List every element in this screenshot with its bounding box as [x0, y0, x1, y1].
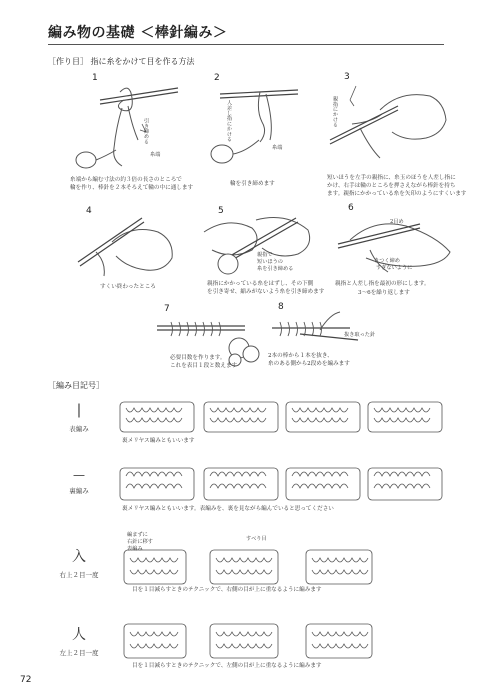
ssk-symbol-name: 右上２目一度 — [59, 571, 99, 579]
step-2-caption-1: 輪を引き締めます — [230, 181, 275, 187]
step-5-label-1: 親指で — [257, 252, 273, 258]
step-8-caption-1: 2本の棒から１本を抜き、 — [268, 353, 333, 359]
step-8-illustration — [270, 310, 360, 350]
step-4-number: 4 — [86, 206, 92, 216]
step-5-label-3: 糸を引き締める — [257, 266, 294, 272]
step-3-label-thumb: 親指にかける — [332, 96, 338, 128]
step-7-caption-1: 必要目数を作ります。 — [170, 355, 226, 361]
k2tog-symbol-glyph: 人 — [72, 627, 86, 643]
step-5-label-2: 短いほうの — [257, 259, 283, 265]
step-2-label-tail: 糸端 — [272, 145, 283, 151]
step-8-number: 8 — [278, 302, 284, 312]
step-6-number: 6 — [348, 203, 354, 213]
step-8-label-needle: 抜き取った針 — [344, 332, 376, 338]
cast-on-heading: ［作り目］ 指に糸をかけて目を作る方法 — [48, 57, 195, 66]
knit-symbol-glyph: | — [76, 402, 82, 418]
k2tog-symbol-name: 左上２目一度 — [59, 649, 99, 657]
step-1-illustration — [70, 82, 180, 172]
step-1-caption-1: 糸端から編む寸法の約３倍の長さのところで — [70, 177, 182, 183]
step-6-label-tight-1: きつく締め — [374, 258, 400, 264]
step-1-label-pull: 引き締める — [143, 118, 149, 144]
k2tog-diagram-row — [118, 612, 378, 662]
purl-symbol-glyph: — — [73, 468, 85, 482]
step-4-caption-1: すくい終わったところ — [100, 284, 156, 290]
symbols-heading: ［編み目記号］ — [48, 381, 104, 390]
k2tog-caption: 目を１目減らすときのテクニックで、左側の目が上に重なるように編みます — [132, 663, 322, 669]
step-6-caption-2: 3〜6を繰り返します — [358, 290, 410, 296]
step-5-caption-1: 親指にかかっている糸をはずし、その下側 — [207, 281, 314, 287]
step-7-caption-2: これを表目１段と数えます — [170, 363, 238, 369]
step-7-number: 7 — [164, 304, 170, 314]
step-3-caption-1: 短いほうを左手の親指に、糸玉のほうを人差し指に — [327, 175, 456, 181]
step-5-caption-2: を引き寄せ、縮みがないよう糸を引き締めます — [207, 289, 325, 295]
step-3-caption-2: かけ、右手は輪のところを押さえながら棒針を持ち — [327, 183, 456, 189]
ssk-symbol-glyph: 入 — [72, 549, 86, 565]
step-6-caption-1: 親指と人差し指を最初の形にします。 — [335, 281, 430, 287]
knit-caption: 裏メリヤス編みともいいます — [122, 438, 195, 444]
purl-symbol-name: 裏編み — [69, 487, 89, 495]
ssk-caption: 目を１目減らすときのテクニックで、右側の目が上に重なるように編みます — [132, 587, 322, 593]
title-rule — [48, 44, 444, 45]
step-3-illustration — [320, 80, 450, 172]
step-2-number: 2 — [214, 73, 220, 83]
step-1-caption-2: 輪を作り、棒針を２本そろえて輪の中に通します — [70, 185, 194, 191]
ssk-label-slip-2: 右針に移す — [127, 539, 153, 545]
step-1-number: 1 — [92, 73, 98, 83]
ssk-label-knit: 表編み — [127, 546, 143, 552]
step-5-number: 5 — [218, 206, 224, 216]
step-3-caption-3: ます。親指にかかっている糸を矢印のようにすくいます — [327, 191, 467, 197]
step-8-caption-2: 糸のある側から2段めを編みます — [268, 361, 350, 367]
ssk-label-slip-1: 編まずに — [127, 532, 148, 538]
page-number: 72 — [20, 675, 32, 685]
page-title: 編み物の基礎 ＜棒針編み＞ — [48, 25, 228, 41]
ssk-diagram-row — [118, 536, 378, 588]
step-4-illustration — [72, 212, 182, 282]
step-2-label-index: 人差し指にかける — [226, 100, 232, 142]
knit-diagram-row — [118, 394, 448, 436]
step-1-label-tail: 糸端 — [150, 152, 161, 158]
step-6-label-2nd: 2目め — [390, 219, 404, 225]
ssk-label-slipped: すべり目 — [246, 536, 267, 542]
step-2-illustration — [200, 82, 300, 172]
step-3-number: 3 — [344, 72, 350, 82]
purl-caption: 裏メリヤス編みともいいます。表編みを、裏を見ながら編んでいると思ってください — [122, 506, 334, 512]
step-6-label-tight-2: すぎないように — [376, 265, 413, 271]
purl-diagram-row — [118, 460, 448, 504]
knit-symbol-name: 表編み — [69, 425, 89, 433]
